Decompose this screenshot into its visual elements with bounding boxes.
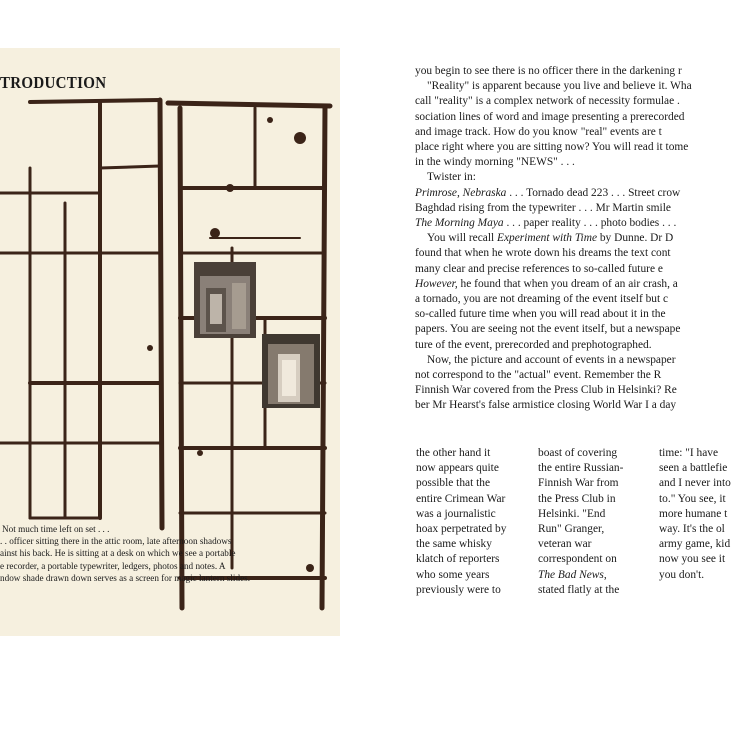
column-line: stated flatly at the [538, 583, 620, 596]
text-line: Finnish War covered from the Press Club in Helsinki? Re [415, 384, 677, 397]
text-line: Primrose, Nebraska . . . Tornado dead 223 . . . Street crow [415, 186, 681, 199]
column-line: entire Crimean War [416, 492, 506, 505]
column-line: who some years [416, 568, 490, 581]
text-line: Baghdad rising from the typewriter . . . Mr Martin smile [415, 201, 671, 214]
text-line: in the windy morning "NEWS" . . . [415, 156, 575, 169]
text-line: you begin to see there is no officer there in the darkening r [415, 65, 682, 77]
column-line: now appears quite [416, 462, 499, 475]
section-heading: TRODUCTION [0, 74, 107, 93]
column-line: hoax perpetrated by [416, 523, 507, 536]
text-line: You will recall Experiment with Time by Dunne. Dr D [427, 232, 674, 245]
caption-line: ndow shade drawn down serves as a screen for magic lantern slides. [0, 572, 251, 583]
text-line: The Morning Maya . . . paper reality . . . photo bodies . . . [415, 217, 677, 230]
main-text-block [415, 64, 740, 414]
column-line: the Press Club in [538, 492, 616, 505]
text-line: not correspond to the "actual" event. Remember the R [415, 369, 662, 382]
column-line: to." You see, it [659, 492, 726, 505]
column-line: klatch of reporters [416, 553, 500, 566]
text-column-3 [659, 446, 740, 583]
text-line: place right where you are sitting now? You will read it tome [415, 141, 689, 154]
column-line: more humane t [659, 507, 728, 520]
text-line: Now, the picture and account of events in a newspaper [427, 353, 676, 366]
column-line: correspondent on [538, 553, 617, 566]
column-line: army game, kid [659, 538, 731, 551]
column-line: previously were to [416, 583, 501, 596]
text-line: a tornado, you are not dreaming of the event itself but c [415, 293, 669, 306]
text-line: many clear and precise references to so-called future e [415, 262, 663, 275]
doorway-photo-2 [262, 334, 320, 408]
caption-line: . . officer sitting there in the attic room, late afternoon shadows [0, 536, 232, 547]
text-line: However, he found that when you dream of an air crash, a [415, 277, 678, 290]
text-line: Twister in: [427, 171, 476, 184]
column-line: and I never into [659, 477, 731, 490]
text-line: ber Mr Hearst's false armistice closing World War I a day [415, 399, 677, 412]
text-line: found that when he wrote down his dreams the text cont [415, 247, 671, 260]
caption-line: Not much time left on set . . . [2, 524, 110, 534]
column-line: you don't. [659, 568, 705, 581]
column-line: Finnish War from [538, 477, 619, 490]
column-line: now you see it [659, 553, 726, 566]
left-page [0, 48, 340, 636]
column-line: Run" Granger, [538, 523, 605, 536]
text-line: ture of the event, prerecorded and prephotographed. [415, 338, 652, 351]
doorway-photo-1 [194, 262, 256, 338]
text-line: "Reality" is apparent because you live and believe it. Wha [427, 80, 692, 93]
column-line: way. It's the ol [659, 523, 725, 536]
column-line: boast of covering [538, 447, 618, 459]
column-line: possible that the [416, 477, 491, 490]
photo-caption [0, 523, 300, 584]
column-line: the same whisky [416, 538, 492, 551]
text-column-1 [416, 446, 528, 598]
text-line: call "reality" is a complex network of necessity formulae . [415, 95, 680, 108]
text-line: papers. You are seeing not the event itself, but a newspape [415, 323, 681, 336]
column-line: the other hand it [416, 447, 491, 459]
text-line: sociation lines of word and image presenting a prerecorded [415, 110, 685, 123]
column-line: veteran war [538, 538, 592, 551]
column-line: was a journalistic [416, 507, 496, 520]
text-line: so-called future time when you will read about it in the [415, 308, 666, 321]
caption-line: ainst his back. He is sitting at a desk on which we see a portable [0, 548, 236, 559]
caption-line: e recorder, a portable typewriter, ledgers, photos and notes. A [0, 560, 226, 571]
text-column-2 [538, 446, 648, 598]
column-line: the entire Russian- [538, 462, 624, 475]
column-line: time: "I have [659, 447, 719, 459]
column-line: Helsinki. "End [538, 507, 606, 520]
column-line: The Bad News, [538, 568, 607, 581]
text-line: and image track. How do you know "real" events are t [415, 125, 662, 138]
column-line: seen a battlefie [659, 462, 728, 475]
